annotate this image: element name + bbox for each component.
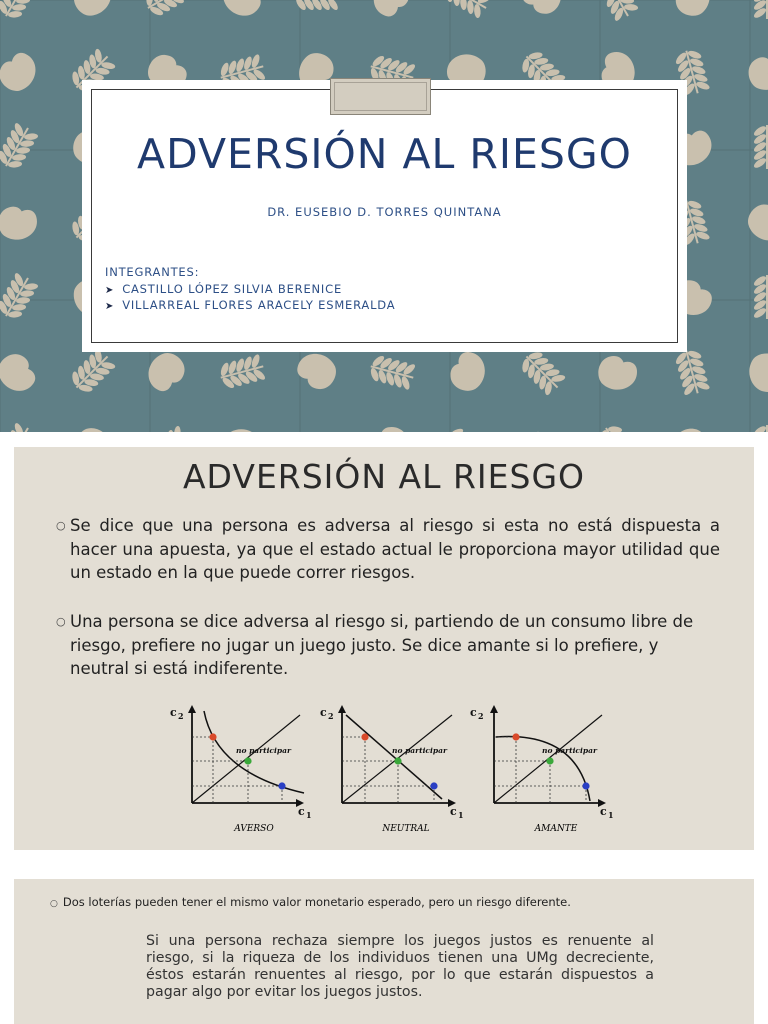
paisley-ornament (667, 423, 716, 432)
svg-text:2: 2 (328, 711, 334, 721)
paisley-ornament (222, 429, 261, 432)
paisley-ornament (519, 425, 567, 432)
red-dot (361, 733, 368, 740)
green-dot (394, 757, 401, 764)
leaf-ornament (0, 0, 41, 24)
slide1-title: ADVERSIÓN AL RIESGO (137, 130, 632, 178)
bullet-item: ○ Dos loterías pueden tener el mismo valor monetario esperado, pero un riesgo diferente. (50, 895, 571, 909)
leaf-ornament (140, 0, 194, 21)
leaf-ornament (752, 0, 768, 20)
paisley-ornament (743, 49, 768, 96)
slide2-title: ADVERSIÓN AL RIESGO (182, 457, 586, 496)
leaf-ornament (516, 346, 569, 399)
paisley-ornament (67, 0, 118, 23)
member-item: ➤ CASTILLO LÓPEZ SILVIA BERENICE (105, 282, 343, 296)
paisley-ornament (597, 354, 639, 391)
blue-dot (582, 782, 589, 789)
presenter-name: DR. EUSEBIO D. TORRES QUINTANA (267, 205, 502, 219)
blue-dot (430, 782, 437, 789)
graph-caption: AVERSO (234, 824, 274, 834)
svg-text:1: 1 (306, 810, 312, 820)
leaf-ornament (0, 270, 41, 324)
x-axis-label: c (600, 805, 607, 818)
svg-text:1: 1 (458, 810, 464, 820)
leaf-ornament (0, 120, 41, 174)
annotation-label: no participar (392, 746, 447, 755)
arrow-bullet-icon: ➤ (105, 301, 115, 312)
paisley-ornament (217, 0, 268, 22)
leaf-ornament (366, 352, 417, 392)
circle-bullet-icon: ○ (50, 899, 58, 909)
lottery-slide (14, 879, 754, 1024)
graph-caption: AMANTE (534, 824, 578, 834)
bullet-item: ○ Se dice que una persona es adversa al riesgo si esta no está dispuesta a hacer una apuesta, ya que el estado actual le proporciona mayor utilidad que un estado en la que puede correr riesgos. (56, 516, 720, 582)
blue-dot (278, 782, 285, 789)
leaf-ornament (440, 423, 494, 432)
leaf-ornament (0, 420, 41, 432)
paisley-ornament (373, 424, 413, 432)
red-dot (209, 733, 216, 740)
green-dot (546, 757, 553, 764)
leaf-ornament (294, 0, 339, 12)
title-slide (0, 0, 768, 432)
paisley-ornament (0, 348, 43, 398)
content-slide (14, 447, 754, 850)
paisley-ornament (0, 201, 41, 244)
paisley-ornament (745, 350, 768, 396)
graph-caption: NEUTRAL (382, 824, 430, 834)
svg-text:2: 2 (478, 711, 484, 721)
risk-averse-graph (164, 703, 314, 838)
bullet-item: ○ Una persona se dice adversa al riesgo si, partiendo de un consumo libre de riesgo, prefiere no jugar un juego justo. Se dice amante si lo prefiere, y neutral si está indiferente. (56, 612, 694, 678)
members-label: INTEGRANTES: (105, 265, 200, 279)
leaf-ornament (140, 423, 194, 432)
leaf-ornament (216, 352, 267, 392)
leaf-ornament (66, 346, 119, 399)
leaf-ornament (672, 346, 712, 397)
green-dot (244, 757, 251, 764)
paragraph: Si una persona rechaza siempre los juegos justos es renuente al riesgo, si la riqueza de los individuos tienen una UMg decreciente, éstos estarán renuentes al riesgo, por lo que estarán dispuestos a pagar algo por evitar los juegos justos. (146, 933, 654, 1000)
red-dot (512, 733, 519, 740)
circle-bullet-icon: ○ (56, 519, 66, 532)
leaf-ornament (440, 0, 494, 21)
annotation-label: no participar (236, 746, 291, 755)
paisley-ornament (71, 425, 111, 432)
y-axis-label: c (320, 706, 327, 719)
x-axis-label: c (450, 805, 457, 818)
leaf-ornament (752, 274, 768, 319)
paisley-ornament (368, 0, 413, 21)
leaf-ornament (752, 124, 768, 169)
paisley-ornament (676, 0, 710, 16)
risk-neutral-graph (316, 703, 466, 838)
title-card-tab (330, 78, 431, 115)
member-item: ➤ VILLARREAL FLORES ARACELY ESMERALDA (105, 298, 396, 312)
svg-text:1: 1 (608, 810, 614, 820)
paisley-ornament (449, 351, 486, 393)
risk-lover-graph (466, 703, 616, 838)
annotation-label: no participar (542, 746, 597, 755)
paisley-ornament (0, 47, 42, 96)
y-axis-label: c (170, 706, 177, 719)
arrow-bullet-icon: ➤ (105, 285, 115, 296)
circle-bullet-icon: ○ (56, 615, 66, 628)
y-axis-label: c (470, 706, 477, 719)
indifference-line (346, 715, 442, 799)
paisley-ornament (743, 199, 768, 246)
leaf-ornament (752, 424, 768, 432)
svg-text:2: 2 (178, 711, 184, 721)
paisley-ornament (519, 0, 563, 16)
x-axis-label: c (298, 805, 305, 818)
